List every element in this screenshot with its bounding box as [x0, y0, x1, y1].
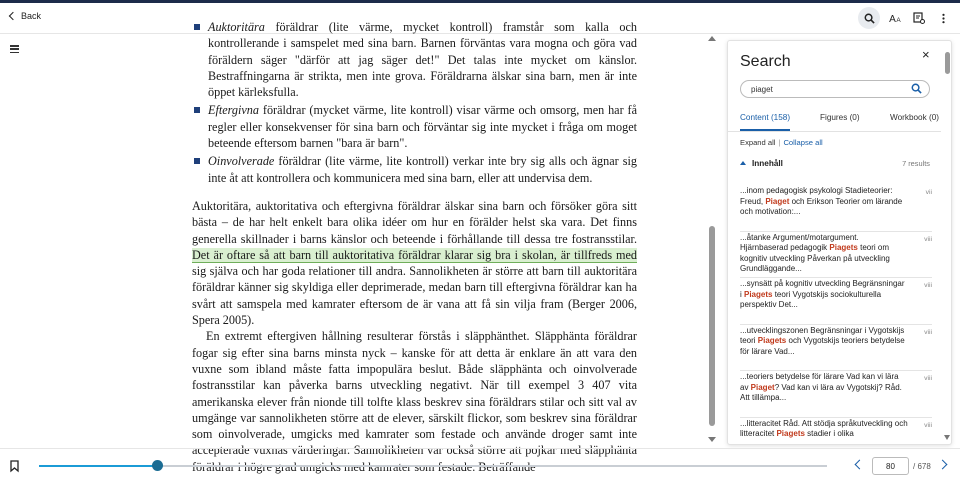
- group-count: 7 results: [902, 159, 930, 168]
- bullet-authoritarian: [192, 19, 637, 100]
- search-tabs: [740, 113, 940, 131]
- page-progress-slider[interactable]: [39, 465, 827, 467]
- back-label: Back: [21, 11, 42, 21]
- back-button[interactable]: [10, 11, 41, 21]
- bullet-permissive: [192, 102, 637, 151]
- search-panel-title: Search: [740, 53, 791, 70]
- result-match: Piaget: [750, 382, 775, 392]
- scroll-down-icon[interactable]: [944, 435, 950, 440]
- svg-text:A: A: [888, 13, 896, 25]
- text-size-button[interactable]: [884, 7, 906, 29]
- page-number-input[interactable]: [872, 457, 909, 475]
- bullet-uninvolved: [192, 153, 637, 186]
- chevron-left-icon: [9, 12, 17, 20]
- expand-all-link[interactable]: Expand all: [740, 138, 776, 147]
- scroll-down-icon[interactable]: [708, 437, 716, 442]
- search-result[interactable]: [740, 278, 932, 325]
- bullet-text: föräldrar (mycket värme, lite kontroll) visar värme och omsorg, men har få regler eller konsekvenser för sina barn och förväntar sig inte mycket i fråga om moget beteende eftersom barnen "bara är barn".: [208, 103, 637, 151]
- paragraph-1: [192, 198, 637, 328]
- result-text: ...synsätt på kognitiv utveckling Begränsningar i: [740, 279, 905, 299]
- tab-figures[interactable]: Figures (0): [820, 113, 860, 122]
- result-text: ...inom pedagogisk psykologi Stadieteorier: Freud,: [740, 186, 893, 206]
- group-name: Innehåll: [752, 159, 783, 168]
- collapse-all-link[interactable]: Collapse all: [783, 138, 823, 147]
- result-match: Piagets: [829, 243, 858, 252]
- expand-collapse-controls: [740, 138, 823, 147]
- chevron-right-icon[interactable]: [938, 460, 948, 470]
- chevron-up-icon: [740, 161, 746, 165]
- more-button[interactable]: [932, 7, 954, 29]
- slider-handle[interactable]: [152, 460, 163, 471]
- result-page: viii: [924, 421, 932, 429]
- scroll-thumb[interactable]: [709, 226, 715, 426]
- result-text: teori om kognitiv utveckling Påverkan på utveckling Grundläggande...: [740, 243, 890, 273]
- result-page: vii: [925, 189, 932, 196]
- bullet-square-icon: [194, 158, 200, 164]
- search-result[interactable]: [740, 232, 932, 279]
- result-match: Piagets: [776, 429, 805, 438]
- paragraph-2: En extremt eftergiven hållning resulterar förstås i släpphänthet. Släpphänta föräldrar fogar sig efter sina barns minsta nyck – kanske för att detta är enklare än att vara den vuxne som ibland måste fatta impopulära beslut. Både släpphänta och oinvolverade fostransstilar kan påverka barns utveckling negativt. När till exempel 3 407 vita amerikanska elever från nionde till tolfte klass beskrev sina föräldrars stilar och sitt val av umgänge var sannolikheten större att de elever, särskilt flickor, som beskrev sina föräldrar som oinvolverade, umgicks med kamrater som festade och använde droger samt inte accepterade vuxnas värderingar. Sannolikheten var också större att pojkar med släpphänta: [192, 329, 637, 458]
- search-button[interactable]: [858, 7, 880, 29]
- page-total: / 678: [913, 462, 931, 471]
- result-page: viii: [924, 282, 932, 289]
- result-page: viii: [924, 235, 932, 243]
- more-icon: [938, 13, 949, 24]
- result-match: Piagets: [757, 336, 787, 345]
- search-result[interactable]: [740, 185, 932, 232]
- results-list: [740, 185, 932, 464]
- book-page: [192, 20, 637, 458]
- bullet-term: Eftergivna: [208, 103, 259, 118]
- result-text: ...litteracitet Råd. Att stödja språkutveckling och litteracitet: [740, 418, 908, 438]
- text-size-icon: [889, 13, 902, 24]
- search-result[interactable]: [740, 325, 932, 372]
- menu-icon[interactable]: [10, 45, 19, 53]
- bullet-square-icon: [194, 24, 200, 30]
- panel-scroll-thumb[interactable]: [945, 52, 950, 74]
- tab-workbook[interactable]: Workbook (0): [890, 113, 939, 122]
- result-text: ...utvecklingszonen Begränsningar i Vygotskijs teori: [740, 325, 905, 345]
- chevron-left-icon[interactable]: [855, 460, 865, 470]
- tab-content[interactable]: Content (158): [740, 113, 791, 122]
- result-text: stadier i olika: [804, 429, 854, 438]
- result-page: viii: [924, 328, 932, 336]
- result-text: teori Vygotskijs sociokulturella perspektiv Det...: [740, 289, 882, 309]
- separator: |: [778, 138, 781, 147]
- result-text: ...åtanke Argument/motargument. Hjärnbaserad pedagogik: [740, 232, 859, 252]
- result-text: ? Vad kan vi lära av Vygotskij? Råd. Att tillämpa...: [740, 382, 902, 402]
- result-text: och Vygotskijs teoriers betydelse för lärare Vad...: [740, 336, 905, 356]
- result-text: ...teoriers betydelse för lärare Vad kan vi lära av: [740, 372, 899, 392]
- search-icon: [864, 13, 875, 24]
- result-page: viii: [924, 375, 932, 382]
- search-panel: [727, 40, 952, 445]
- search-input[interactable]: [740, 80, 930, 98]
- highlighted-text[interactable]: Det är oftare så att barn till auktoritativa föräldrar klarar sig bra i skolan, är tillfreds med: [192, 247, 637, 262]
- close-icon[interactable]: ×: [922, 47, 930, 62]
- bookmarks-button[interactable]: [908, 7, 930, 29]
- bullet-text: föräldrar (lite värme, mycket kontroll) framstår som kalla och kontrollerande i samspelet med sina barn. Barnen förväntas vara mogna och göra vad föräldern säger "därför att jag säger det!" Det talas inte mycket om känslor. Bestraffningarna är strikta, men inte grova. Föräldrarna älskar sina barn, men är inte öppet kärleksfulla.: [208, 20, 637, 100]
- bullet-term: Auktoritära: [208, 20, 265, 34]
- bullet-term: Oinvolverade: [208, 154, 275, 169]
- paragraph-text: Auktoritära, auktoritativa och eftergivna föräldrar älskar sina barn och försöker göra sitt bästa – de har helt enkelt bara olika idéer om hur en förälder helst ska vara. Det finns generella skillnader i barns känslor och beteende i förhållande till dessa tre fostransstilar.: [192, 198, 637, 246]
- result-text: och Erikson Teorier om lärande och motivation:...: [740, 196, 903, 216]
- search-icon[interactable]: [911, 83, 922, 94]
- result-group-header[interactable]: [740, 159, 930, 168]
- scroll-up-icon[interactable]: [708, 36, 716, 41]
- bottom-toolbar: [0, 448, 960, 483]
- bookmark-icon[interactable]: [10, 460, 19, 472]
- svg-text:A: A: [895, 16, 901, 24]
- result-match: Piaget: [765, 196, 790, 206]
- search-result[interactable]: [740, 371, 932, 418]
- progress-fill: [39, 465, 157, 467]
- page-scrollbar[interactable]: [706, 34, 718, 444]
- panel-scrollbar[interactable]: [944, 50, 952, 440]
- paragraph-text: sig själva och har goda relationer till andra. Sannolikheten är större att barn till auktoritära föräldrar känner sig skyldiga eller deprimerade, medan barn till eftergivna föräldrar kan ha svårt att samspela med kamrater eftersom de är vana att få sin vilja fram (Berger 2006, Spera 2005).: [192, 264, 637, 328]
- result-match: Piagets: [744, 289, 773, 299]
- bullet-square-icon: [194, 107, 200, 113]
- bookmark-list-icon: [913, 12, 925, 24]
- bullet-text: föräldrar (lite värme, lite kontroll) verkar inte bry sig alls och ägnar sig inte åt att kontrollera och kommunicera med sina barn, eller att undervisa dem.: [208, 154, 637, 185]
